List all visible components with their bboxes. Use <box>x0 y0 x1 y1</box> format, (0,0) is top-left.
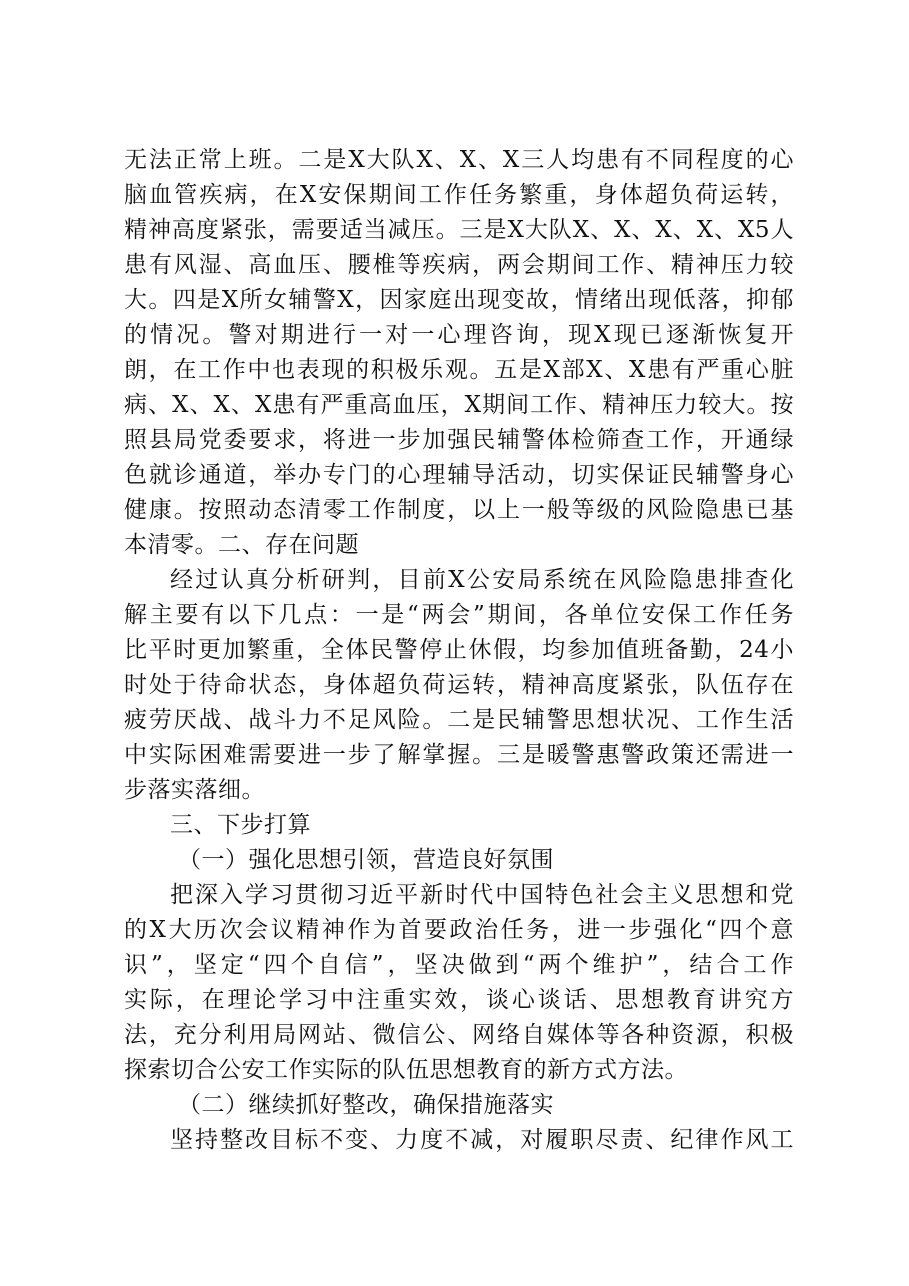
text-line: 朗，在工作中也表现的积极乐观。五是X部X、X患有严重心脏 <box>124 357 794 383</box>
text-line: 步落实落细。 <box>124 777 265 803</box>
text-line: 色就诊通道，举办专门的心理辅导活动，切实保证民辅警身心 <box>124 462 794 488</box>
text-line: 探索切合公安工作实际的队伍思想教育的新方式方法。 <box>124 1057 688 1083</box>
text-line: 实际，在理论学习中注重实效，谈心谈话、思想教育讲究方 <box>124 987 794 1013</box>
text-line: 精神高度紧张，需要适当减压。三是X大队X、X、X、X、X5人 <box>124 217 794 243</box>
text-line: 中实际困难需要进一步了解掌握。三是暖警惠警政策还需进一 <box>124 742 794 768</box>
text-line: 的X大历次会议精神作为首要政治任务，进一步强化“四个意 <box>124 917 794 943</box>
subsection-heading: （一）强化思想引领，营造良好氛围 <box>178 847 554 873</box>
text-line: 本清零。二、存在问题 <box>124 532 359 558</box>
text-line: 把深入学习贯彻习近平新时代中国特色社会主义思想和党 <box>170 882 794 908</box>
text-line: 健康。按照动态清零工作制度，以上一般等级的风险隐患已基 <box>124 497 794 523</box>
text-line: 识”，坚定“四个自信”，坚决做到“两个维护”，结合工作 <box>124 952 794 978</box>
text-line: 脑血管疾病，在X安保期间工作任务繁重，身体超负荷运转， <box>124 182 794 208</box>
document-body <box>124 143 794 1158</box>
text-line: 照县局党委要求，将进一步加强民辅警体检筛查工作，开通绿 <box>124 427 794 453</box>
subsection-heading: （二）继续抓好整改，确保措施落实 <box>178 1092 554 1118</box>
text-line: 大。四是X所女辅警X，因家庭出现变故，情绪出现低落，抑郁 <box>124 287 794 313</box>
text-line: 患有风湿、高血压、腰椎等疾病，两会期间工作、精神压力较 <box>124 252 794 278</box>
text-line: 时处于待命状态，身体超负荷运转，精神高度紧张，队伍存在 <box>124 672 794 698</box>
text-line: 解主要有以下几点：一是“两会”期间，各单位安保工作任务 <box>124 602 794 628</box>
text-line: 经过认真分析研判，目前X公安局系统在风险隐患排查化 <box>170 567 794 593</box>
text-line: 的情况。警对期进行一对一心理咨询，现X现已逐渐恢复开 <box>124 322 794 348</box>
text-line: 无法正常上班。二是X大队X、X、X三人均患有不同程度的心 <box>124 147 794 173</box>
text-line: 坚持整改目标不变、力度不减，对履职尽责、纪律作风工 <box>170 1127 794 1153</box>
text-line: 比平时更加繁重，全体民警停止休假，均参加值班备勤，24小 <box>124 637 794 663</box>
text-line: 疲劳厌战、战斗力不足风险。二是民辅警思想状况、工作生活 <box>124 707 794 733</box>
section-heading: 三、下步打算 <box>170 812 311 838</box>
text-line: 法，充分利用局网站、微信公、网络自媒体等各种资源，积极 <box>124 1022 794 1048</box>
text-line: 病、X、X、X患有严重高血压，X期间工作、精神压力较大。按 <box>124 392 794 418</box>
